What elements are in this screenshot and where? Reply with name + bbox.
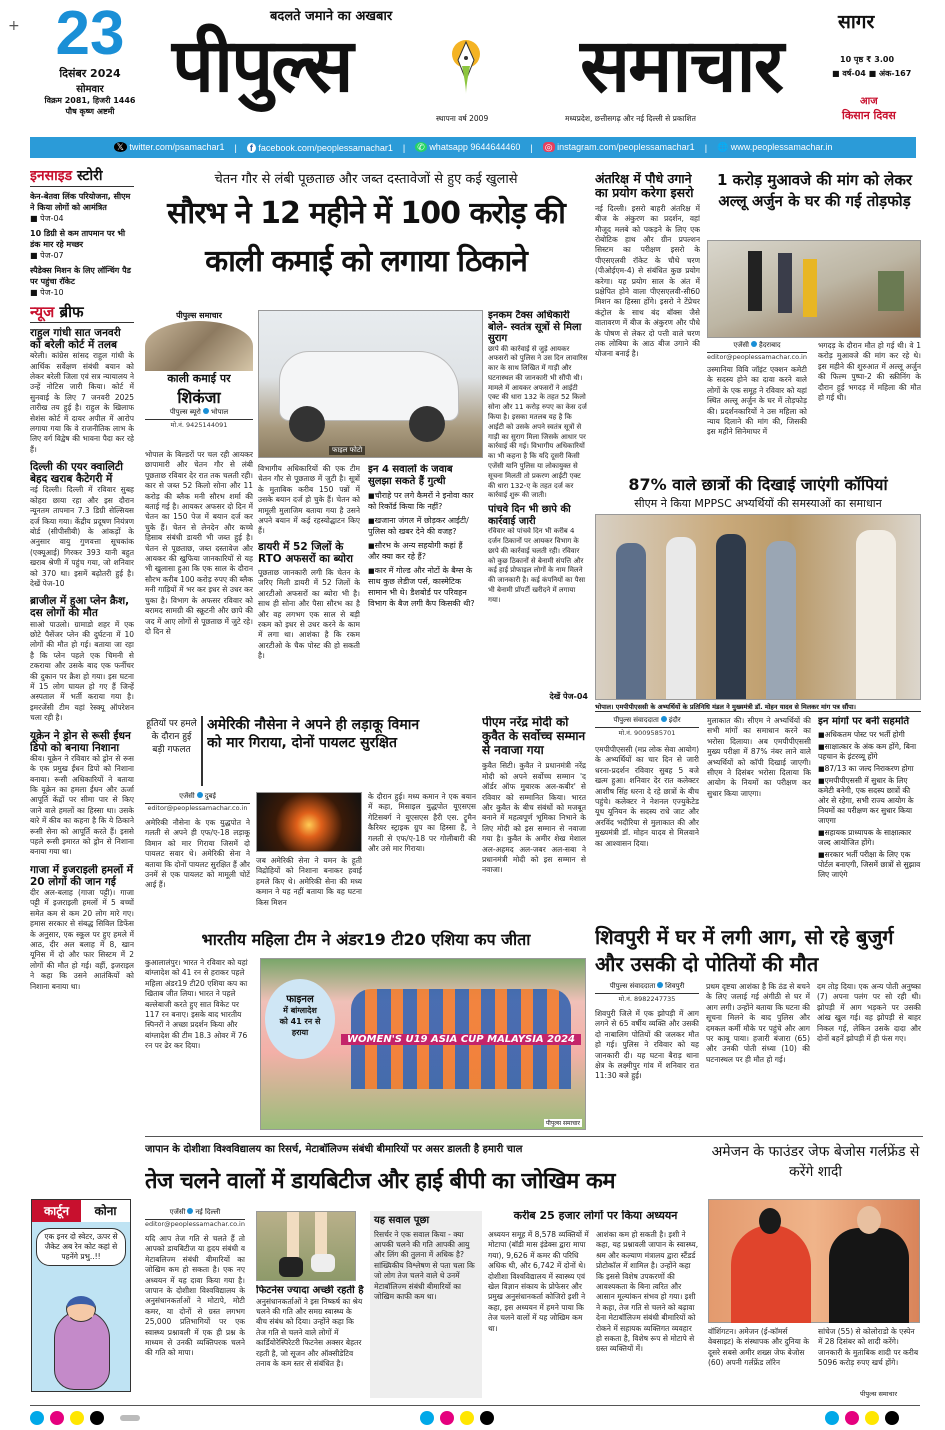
founded-year: स्थापना वर्ष 2009 [436, 114, 489, 123]
date-day: 23 [55, 0, 125, 68]
mppsc-caption: भोपाल। एमपीपीएससी के अभ्यर्थियों के प्रतिनिधि मंडल ने मुख्यमंत्री डॉ. मोहन यादव से मिलकर मांग पत्र सौंपा। [595, 702, 921, 712]
logo-title-right: समाचार [580, 23, 782, 109]
allu-body-1: उस्मानिया विवि जॉइंट एक्शन कमेटी के सदस्य होने का दावा करने वाले लोगों के एक समूह ने रविवार को यहां स्थित अल्लू अर्जुन के घर में तोड़फोड़ की। प्रदर्शनकारियों ने उस महिला को न्याय दिलाने की मांग की, जिसकी इस महीने सिनेमाघर में [707, 365, 807, 437]
fire-story [595, 924, 923, 1132]
cricket-banner: WOMEN'S U19 ASIA CUP MALAYSIA 2024 [341, 1034, 581, 1045]
walk-col-1: एजेंसी नई दिल्ली editor@peoplessamachar.co.in यदि आप तेज गति से चलते हैं तो आपको डायबिटीज या हृदय संबंधी व मेटाबलिज्म संबंधी बीमारियों का जोखिम कम हो सकता है। एक नए अध्ययन में यह दावा किया गया है। जापान के दोशीशा विश्वविद्यालय के अनुसंधानकर्ताओं ने मोटापे, मोटी कमर, या दोनों से ग्रस्त लगभग 25,000 प्रतिभागियों पर एक स्वास्थ्य प्रश्नावली में एक ही प्रश्न के माध्यम से उनकी व्यक्तिपरक चलने की गति को मापा। [145, 1208, 245, 1398]
mppsc-delegation-photo [595, 514, 921, 700]
whatsapp-icon: ✆ [417, 142, 425, 152]
demand-item: ■ सहायक प्राध्यापक के साक्षात्कार जल्द आयोजित होंगे। [818, 828, 922, 848]
question: ■ सौरभ के अन्य सहयोगी कहां हैं और क्या कर रहे हैं? [368, 540, 476, 562]
mppsc-body-2: मुलाकात की। सीएम ने अभ्यर्थियों की सभी मांगों का समाधान करने का भरोसा दिलाया। अब एमपीपीएससी मुख्य परीक्षा में 87% नंबर लाने वाले अभ्यर्थियों को कॉपी दिखाई जाएगी। सीएम ने दिसंबर भरोसा दिलाया कि आयोग के नियमों का परीक्षण कर सुधार किया जाएगा। [707, 716, 811, 798]
fitness-head: फिटनेस ज्यादा अच्छी रहती है [256, 1285, 364, 1296]
bezos-head: अमेजन के फाउंडर जेफ बेजोस गर्लफ्रेंड से करेंगे शादी [711, 1144, 920, 1180]
edition-name: सागर [838, 11, 875, 33]
twitter-link[interactable]: 𝕏 twitter.com/psamachar1 [114, 142, 225, 153]
registration-mark: + [8, 18, 20, 34]
navy-side-kicker: हूतियों पर हमले के दौरान हुई बड़ी गफलत [145, 716, 203, 786]
modi-story [482, 716, 586, 918]
income-tax-box [488, 310, 588, 702]
news-brief-title: न्यूज ब्रीफ [30, 302, 134, 323]
walk-head: तेज चलने वालों में डायबिटीज और हाई बीपी का जोखिम कम [145, 1169, 616, 1194]
demand-item: ■ सरकार भर्ती परीक्षा के लिए एक पोर्टल बनाएगी, जिसमें छात्रों से सुझाव लिए जाएंगे [818, 850, 922, 917]
instagram-icon: ◎ [544, 142, 553, 152]
weekday: सोमवार [76, 84, 104, 95]
it-body: छापे की कार्रवाई से जुड़े आयकर अफसरों को पुलिस ने उस दिन लावारिस कार के साथ लिखित में गाड़ी और घटनास्थल की जानकारी भी सौंपी थी। मामले में आयकर अफसरों ने आईटी एक्ट की धारा 132 के तहत 52 किलो सोना और 11 करोड़ रुपए का केस दर्ज किया है। इसका मतलब यह है कि आईटी को उसके अपने स्वतंत्र सूत्रों से गाड़ी का सुराग मिला जिसके आधार पर कार्रवाई की गई। विभागीय अधिकारियों का भी कहना है कि यदि दूसरी किसी एजेंसी यानि पुलिस या लोकायुक्त से सूचना मिलती तो प्रकरण आईटी एक्ट की धारा 132-ए के तहत दर्ज कर कार्रवाई शुरू की जाती। [488, 344, 588, 500]
cartoon-title: कार्टून [32, 1200, 81, 1222]
allu-byline: एजेंसी हैदराबाद [707, 341, 807, 353]
color-registration-bar [30, 1411, 140, 1425]
date-block [40, 2, 140, 117]
lead-col-1: भोपाल के बिल्डरों पर चल रही आयकर छापामारी और चेतन गौर से लंबी पूछताछ रविवार देर रात तक चलती रही। कार से जब्त 52 किलो सोना और 11 करोड़ की ब्लैक मनी सौरभ शर्मा की बताई गई है। आयकर अफसर दो दिन में चेतन का 150 पेज में बयान दर्ज कर चुके हैं। चेतन से लेनदेन और कच्चे हिसाब संबंधी डायरी भी जब्त हुई है। चेतन से पूछताछ, जब्त दस्तावेज और आयकर की खुफिया जानकारियों से यह भी खुलासा हुआ कि एक साल के दौरान सौरभ करीब 100 करोड़ रुपए की ब्लैक मनी गाड़ियों में भर कर इधर से उधर कर चुका है। विभाग के अफसर रविवार को बरामद सामग्री की स्क्रूटनी और छापे की जद में आए लोगों से पूछताछ में जुटे रहे। दो दिन से [145, 450, 253, 636]
walk-body-1: यदि आप तेज गति से चलते हैं तो आपको डायबिटीज या हृदय संबंधी व मेटाबलिज्म संबंधी बीमारियों का जोखिम कम हो सकता है। एक नए अध्ययन में यह दावा किया गया है। जापान के दोशीशा विश्वविद्यालय के अनुसंधानकर्ताओं ने मोटापे, मोटी कमर, या दोनों से ग्रस्त लगभग 25,000 प्रतिभागियों पर एक स्वास्थ्य प्रश्नावली में एक ही प्रश्न के माध्यम से उनकी व्यक्तिपरक चलने की गति को मापा। [145, 1234, 245, 1358]
lead-headline: सौरभ ने 12 महीने में 100 करोड़ की काली कमाई को लगाया ठिकाने [167, 196, 565, 279]
inside-item[interactable]: 10 डिग्री से कम तापमान पर भी डंक मार रहे मच्छर ■ पेज-07 [30, 229, 126, 260]
lead-badge [145, 310, 253, 429]
color-registration-bar-center [420, 1411, 494, 1425]
lead-phone: मो.नं. 9425144091 [170, 421, 228, 429]
pen-nib-logo-icon [444, 36, 488, 96]
brief-item: यूक्रेन ने ड्रोन से रूसी ईंधन डिपो को बनाया निशाना कीव। यूक्रेन ने रविवार को ड्रोन से रूस के एक प्रमुख ईंधन डिपो को निशाना बनाया। रूसी अधिकारियों ने बताया कि यूक्रेन का हमला ईंधन और ऊर्जा आपूर्ति केंद्रों पर सीमा पार से किए जाने वाले हमलों का हिस्सा था। उसके बारे में कीव का कहना है कि ये ठिकाने रूसी सेना को आपूर्ति करते हैं। इससे पहले रूसी इमारत को ड्रोन से निशाना बनाया गया था। [30, 729, 134, 857]
social-bar: 𝕏 twitter.com/psamachar1 | f facebook.com/peoplessamachar1 | ✆ whatsapp 9644644460 | ◎ instagram.com/peoplessamachar1 | 🌐 www.peoplessamachar.in [30, 137, 916, 158]
mppsc-phone: मो.नं. 9009585701 [618, 729, 676, 737]
cricket-team-photo [260, 958, 586, 1130]
inside-item[interactable]: केन-बेतवा लिंक परियोजना, सीएम ने किया लोगों को आमंत्रित ■ पेज-04 [30, 192, 131, 223]
tagline: बदलते जमाने का अखबार [270, 9, 393, 24]
demand-item: ■ अधिकतम पोस्ट पर भर्ती होगी [818, 730, 922, 740]
lead-col-2b: पूछताछ जानकारी लगी कि चेतन के जरिए मिली डायरी में 52 जिलों के आरटीओ अफसरों का ब्योरा भी है। साथ ही सोना और पैसा सौरभ का है और वह लगभग एक साल से बड़ी रकम को इधर से उधर करने के काम में लगा था। आशंका है कि रकम आरटीओ के चैक पोस्ट की हो सकती है। [258, 567, 360, 661]
question-body: रिसर्चर ने एक सवाल किया - क्या आपकी चलने की गति आपकी आयु और लिंग की तुलना में अधिक है? सांख्यिकीय विश्लेषण से पता चला कि जो लोग तेज चलने वाले थे उनमें मेटाबॉलिज्म संबंधी बीमारियों का जोखिम काफी कम था। [374, 1229, 475, 1301]
fitness-body: अनुसंधानकर्ताओं ने इस निष्कर्ष का श्रेय चलने की गति और समग्र स्वास्थ्य के बीच संबंध को दिया। उन्होंने कहा कि तेज गति से चलने वाले लोगों में कार्डियोरेस्पिरेटरी फिटनेस अक्सर बेहतर रहती है, जो सूजन और ऑक्सीडेटिव तनाव के कम स्तर से संबंधित है। [256, 1296, 363, 1368]
brief-item: दिल्ली की एयर क्वालिटी बेहद खराब कैटेगरी में नई दिल्ली। दिल्ली में रविवार सुबह कोहरा छाया रहा और इस दौरान न्यूनतम तापमान 7.3 डिग्री सेल्सियस दर्ज किया गया। केंद्रीय प्रदूषण नियंत्रण बोर्ड (सीपीसीबी) के आंकड़ों के अनुसार वायु गुणवत्ता सूचकांक (एक्यूआई) गिरकर 393 यानी बहुत खराब श्रेणी में पहुंच गया, जो शनिवार को 370 था। इसमें बढ़ोतरी हुई है। देखें पेज-10 [30, 461, 134, 588]
masthead-logo [172, 22, 782, 110]
isro-story [595, 172, 700, 470]
fire-body-2: प्रथम दृष्टया आशंका है कि ठंड से बचने के लिए जलाई गई अंगीठी से घर में आग लगी। उन्होंने बताया कि घटना की सूचना मिलने के बाद पुलिस और दमकल कर्मी मौके पर पहुंचे और आग पर काबू पाया। हजारी बंजारा (65) और उनकी पोती संध्या (10) की घटनास्थल पर ही मौत हो गई। [706, 982, 810, 1064]
lead-col-2-wrap [258, 464, 360, 700]
question: ■ कार में गोल्ड और नोटों के बैग्स के साथ कुछ लेडीज पर्स, कास्मेटिक सामान भी थे। डैशबोर्ड पर परिवहन विभाग के बैज लगी कैप किसकी थी? [368, 565, 476, 700]
fire-body-1: शिवपुरी जिले में एक झोपड़ी में आग लगने से 65 वर्षीय व्यक्ति और उसकी दो नाबालिग पोतियों की जलकर मौत हो गई। पुलिस ने रविवार को यह जानकारी दी। यह घटना बैराड़ थाना क्षेत्र के लक्ष्मीपुर गांव में शनिवार रात 11:30 बजे हुई। [595, 1009, 699, 1081]
allu-byline-box [707, 341, 807, 471]
lead-col-2: विभागीय अधिकारियों की एक टीम चेतन गौर से पूछताछ में जुटी है। सूत्रों के मुताबिक करीब 150 पन्नों में उसके बयान दर्ज हो चुके हैं। चेतन को मामूली मुलाजिम बताया गया है उसने अपने बयान में कई रहस्योद्घाटन किए हैं। [258, 464, 360, 536]
study-body-1: अध्ययन समूह में 8,578 व्यक्तियों में मोटापा (बॉडी मास इंडेक्स द्वारा मापा गया), 9,626 में कमर की परिधि अधिक थी, और 6,742 में दोनों थे। दोशीशा विश्वविद्यालय में स्वास्थ्य एवं खेल विज्ञान संकाय के प्रोफेसर और प्रमुख अनुसंधानकर्ता कोजिरो इशी ने कहा, इस अध्ययन में हमने पाया कि तेज चलने वालों में यह जोखिम कम था। [488, 1230, 589, 1333]
study-head: करीब 25 हजार लोगों पर किया अध्ययन [513, 1210, 678, 1222]
questions-box [368, 464, 476, 700]
rto-subhead: डायरी में 52 जिलों के RTO अफसरों का ब्योरा [258, 540, 354, 565]
navy-email[interactable]: editor@peoplessamachar.co.in [147, 804, 248, 812]
isro-body: नई दिल्ली। इसरो बाहरी अंतरिक्ष में बीज के अंकुरण का प्रदर्शन, वहां मौजूद मलबे को पकड़ने के लिए एक रोबोटिक हाथ और ग्रीन प्रपल्शन सिस्टम का परीक्षण इसरो के पीएसएलवी रॉकेट के चौथे चरण (पीओईएम-4) से संबंधित कुछ प्रयोग करेगा। यह प्रयोग साल के अंत में प्रक्षेपित होने वाला पीएसएलवी-सी60 मिशन का हिस्सा होंगे। इसरो ने टेंप्रेचर कंट्रोल के साथ बंद बॉक्स जैसे वातावरण में बीज के अंकुरण और पौधे के पोषण से लेकर दो पत्ती वाले चरण तक लोबिया के आठ बीज उगाने की योजना बनाई है। [595, 203, 700, 359]
cartoon-head [66, 1296, 96, 1322]
questions-head: इन 4 सवालों के जवाब सुलझा सकते हैं गुत्थी [368, 464, 453, 487]
navy-body-3: के दौरान हुई। मध्य कमान ने एक बयान में कहा, मिसाइल युद्धपोत यूएसएस गेटिसबर्ग ने यूएसएस हैरी एस. ट्रूमैन कैरियर स्ट्राइक ग्रुप का हिस्सा है, ने गलती से एफ/ए-18 पर गोलीबारी की और उसे मार गिराया। [368, 792, 476, 854]
logo-title-left: पीपुल्स [172, 23, 352, 109]
facebook-link[interactable]: f facebook.com/peoplessamachar1 [247, 143, 393, 153]
question-head: यह सवाल पूछा [374, 1215, 430, 1226]
gold-bars-photo [145, 321, 253, 371]
it-head: इनकम टैक्स अधिकारी बोले- स्वतंत्र सूत्रों से मिला सुराग [488, 310, 582, 344]
bezos-credit: पीपुल्स समाचार [860, 1390, 897, 1398]
allu-head: 1 करोड़ मुआवजे की मांग को लेकर अल्लू अर्जुन के घर की गई तोड़फोड़ [716, 171, 913, 210]
cricket-body: कुआलालंपुर। भारत ने रविवार को यहां बांग्लादेश को 41 रन से हराकर पहले महिला अंडर19 टी20 एशिया कप का खिताब जीत लिया। भारत ने पहले बल्लेबाजी करते हुए सात विकेट पर 117 रन बनाए। इसके बाद भारतीय स्पिनरों ने अच्छा प्रदर्शन किया और बांग्लादेश की टीम 18.3 ओवर में 76 रन पर ढेर कर दिया। [145, 958, 248, 1051]
fire-phone: मो.नं. 8982247735 [618, 995, 676, 1003]
demand-item: ■ साक्षात्कार के अंक कम होंगे, बिना पहचान के इंटरव्यू होंगे [818, 742, 922, 762]
badge-brand: पीपुल्स समाचार [176, 311, 222, 320]
isro-head: अंतरिक्ष में पौधे उगाने का प्रयोग करेगा इसरो [595, 172, 694, 201]
left-column [30, 166, 134, 1194]
walking-shoes-photo [256, 1211, 356, 1281]
question: ■ चौराहे पर लगे कैमरों ने इनोवा कार को रिकॉर्ड किया कि नहीं? [368, 490, 476, 512]
brief-item: राहुल गांधी सात जनवरी को बरेली कोर्ट में तलब बरेली। कांग्रेस सांसद राहुल गांधी के आर्थिक सर्वेक्षण संबंधी बयान को लेकर बरेली जिला एवं सत्र न्यायालय ने उन्हें नोटिस जारी किया। कोर्ट में सुनवाई के लिए 7 जनवरी 2025 तारीख तय हुई है। राहुल के खिलाफ सेशंस कोर्ट में दायर अपील में आरोप लगाया गया कि वे राजनीतिक लाभ के लिए वर्ग विद्वेष की भावना पैदा कर रहे हैं। [30, 327, 134, 454]
mppsc-sub: सीएम ने किया MPPSC अभ्यर्थियों की समस्याओं का समाधान [634, 497, 882, 511]
navy-headline: अमेरिकी नौसेना ने अपने ही लड़ाकू विमान को मार गिराया, दोनों पायलट सुरक्षित [207, 717, 420, 751]
modi-body: कुवैत सिटी। कुवैत ने प्रधानमंत्री नरेंद्र मोदी को अपने सर्वोच्च सम्मान 'द ऑर्डर ऑफ मुबारक अल-कबीर' से रविवार को सम्मानित किया। भारत और कुवैत के बीच संबंधों को मजबूत बनाने में महत्वपूर्ण भूमिका निभाने के लिए मोदी को इस सम्मान से नवाजा गया है। कुवैत के अमीर शेख मेशाल अल-अहमद अल-जबर अल-सबा ने प्रधानमंत्री मोदी को इस सम्मान से नवाजा। [482, 761, 586, 875]
publication-regions: मध्यप्रदेश, छत्तीसगढ़ और नई दिल्ली से प्रकाशित [565, 114, 696, 123]
demands-box [818, 716, 922, 916]
bezos-body-2: सांचेज (55) से कोलोराडो के एस्पेन में 28 दिसंबर को शादी करेंगे। जानकारी के मुताबिक शादी पर करीब 5096 करोड़ रुपए खर्च होंगे। [818, 1327, 919, 1368]
facebook-icon: f [247, 143, 256, 153]
see-page-link[interactable]: देखें पेज-04 [549, 692, 588, 701]
whatsapp-link[interactable]: ✆ whatsapp 9644644460 [417, 142, 521, 152]
fire-body-3: दम तोड़ दिया। एक अन्य पोती अनुष्का (7) अपना पलंग पर सो रही थी। झोपड़ी में आग भड़कने पर उसकी आंख खुल गई। वह झोपड़ी से बाहर निकल गई, लेकिन उसके दादा और दोनों बहनें झोपड़ी में ही फंस गए। [817, 982, 921, 1044]
demand-item: ■ 87/13 का जल्द निराकरण होगा [818, 764, 922, 774]
samvat: विक्रम 2081, हिजरी 1446 [44, 96, 136, 105]
badge-line-1: काली कमाई पर [167, 372, 231, 385]
year-issue: ■ वर्ष-04 ■ अंक-167 [832, 69, 912, 78]
lead-byline: पीपुल्स ब्यूरो भोपाल [145, 408, 253, 420]
brief-item: ब्राजील में हुआ प्लेन क्रैश, दस लोगों की मौत साओ पाउलो। ग्रामाडो शहर में एक छोटे पैसेंजर प्लेन की दुर्घटना में 10 लोगों की मौत हो गई। बताया जा रहा है कि प्लेन पहले एक चिमनी से टकराया और उसके बाद एक फर्नीचर की दुकान पर क्रैश हो गया। इस घटना में 15 लोग घायल हो गए हैं जिन्हें अस्पताल में भर्ती कराया गया है। इमरजेंसी टीम यहां रेस्क्यू ऑपरेशन चला रही है। [30, 595, 134, 723]
photo-caption: फाइल फोटो [329, 446, 365, 455]
navy-body-1: अमेरिकी नौसेना के एक युद्धपोत ने गलती से अपने ही एफ/ए-18 लड़ाकू विमान को मार गिराया जिसमें दो पायलट सवार थे। अमेरिकी सेना ने बताया कि दोनों पायलट सुरक्षित हैं और उनमें से एक पायलट को मामूली चोटें आई हैं। [145, 818, 250, 890]
navy-fire-photo [256, 792, 362, 852]
color-registration-bar-right [825, 1411, 899, 1425]
date-month: दिसंबर 2024 [59, 67, 121, 80]
question: ■ खजाना जंगल में छोड़कर आईटी/ पुलिस को खबर देने की वजह? [368, 515, 476, 537]
mppsc-col-1: पीपुल्स संवाददाता इंदौर मो.नं. 9009585701 एमपीपीएससी (मप्र लोक सेवा आयोग) के अभ्यर्थियों का चार दिन से जारी धरना-प्रदर्शन रविवार सुबह 5 बजे खत्म हुआ। शनिवार देर रात कलेक्टर आशीष सिंह धरना दे रहे छात्रों के बीच पहुंचे। कलेक्टर ने नेशनल एज्युकेटेड यूथ यूनियन के सदस्य राधे जाट और अरविंद भदौरिया से मुलाकात की और मुख्यमंत्री डॉ. मोहन यादव से मिलवाने का आश्वासन दिया। [595, 716, 699, 916]
final-badge: फाइनल में बांग्लादेश को 41 रन से हराया [265, 979, 335, 1059]
brief-item: गाजा में इजराइली हमलों में 20 लोगों की जान गई दीर अल-बलाह (गाजा पट्टी)। गाजा पट्टी में इजराइली हमलों में 5 बच्चों समेत कम से कम 20 लोग मारे गए। हमास सरकार से संबद्ध सिविल डिफेंस के अनुसार, एक स्कूल पर हुए हमले में आठ, दीर अल बलाह में 8, खान यूनिस में दो और फार सिस्टम में 2 लोगों की मौत हो गई। वहीं, इजराइल ने कहा कि उसने आतंकियों को निशाना बनाया था। [30, 863, 134, 991]
instagram-link[interactable]: ◎ instagram.com/peoplessamachar1 [544, 142, 695, 152]
mppsc-head: 87% वाले छात्रों की दिखाई जाएंगी कॉपियां [628, 476, 888, 494]
today-event: किसान दिवस [842, 109, 896, 122]
demand-item: ■ एमपीपीएससी में सुधार के लिए कमेटी बनेगी, एक सदस्य छात्रों की ओर से रहेगा, सभी राज्य आयोग के नियमों का परीक्षण कर सुधार किया जाएगा [818, 776, 922, 826]
fire-col-1: पीपुल्स संवाददाता शिवपुरी मो.नं. 8982247735 शिवपुरी जिले में एक झोपड़ी में आग लगने से 65 वर्षीय व्यक्ति और उसकी दो नाबालिग पोतियों की जलकर मौत हो गई। पुलिस ने रविवार को यह जानकारी दी। यह घटना बैराड़ थाना क्षेत्र के लक्ष्मीपुर गांव में शनिवार रात 11:30 बजे हुई। [595, 982, 699, 1132]
navy-byline-box: एजेंसी दुबई editor@peoplessamachar.co.in अमेरिकी नौसेना के एक युद्धपोत ने गलती से अपने ही एफ/ए-18 लड़ाकू विमान को मार गिराया जिसमें दो पायलट सवार थे। अमेरिकी सेना ने बताया कि दोनों पायलट सुरक्षित हैं और उनमें से एक पायलट को मामूली चोटें आई हैं। [145, 792, 250, 918]
question-box [370, 1211, 482, 1398]
day5-head: पांचवे दिन भी छापे की कार्रवाई जारी [488, 504, 571, 527]
today-label: आज [860, 96, 878, 107]
walk-email[interactable]: editor@peoplessamachar.co.in [145, 1220, 245, 1228]
innova-car-photo [258, 310, 483, 458]
bottom-rule [30, 1405, 920, 1406]
inside-story-title: इनसाइड स्टोरी [30, 166, 134, 187]
lead-kicker: चेतन गौर से लंबी पूछताछ और जब्त दस्तावेजों से हुए कई खुलासे [214, 172, 518, 187]
cartoon-figure [54, 1310, 110, 1390]
modi-head: पीएम नरेंद्र मोदी को कुवैत के सर्वोच्च सम्मान से नवाजा गया [482, 716, 586, 757]
mppsc-top [595, 476, 921, 712]
fire-head: शिवपुरी में घर में लगी आग, सो रहे बुजुर्ग और उसकी दो पोतियों की मौत [595, 925, 894, 976]
cartoon-speech-bubble: एक इनर दो स्वेटर, ऊपर से जैकेट अब रेन कोट कहां से पहनेंगे प्रभु..!! [36, 1228, 126, 1266]
pages-price: 10 पृष्ठ ₹ 3.00 [840, 55, 895, 64]
allu-body-2: भगदड़ के दौरान मौत हो गई थी। वे 1 करोड़ मुआवजे की मांग कर रहे थे। इस महीने की शुरुआत में अल्लू अर्जुन की फिल्म पुष्पा-2 की स्क्रीनिंग के दौरान हुई भगदड़ में महिला की मौत हो गई थी। [818, 341, 921, 403]
allu-email[interactable]: editor@peoplessamachar.co.in [707, 353, 807, 361]
walk-kicker: जापान के दोशीशा विश्वविद्यालय का रिसर्च, मेटाबॉलिज्म संबंधी बीमारियों पर असर डालती है हमारी चाल [145, 1144, 523, 1155]
globe-icon: 🌐 [717, 142, 729, 152]
tithi: पौष कृष्ण अष्टमी [65, 107, 115, 116]
section-divider [145, 1136, 923, 1137]
day5-body: रविवार को पांचवे दिन भी करीब 4 दर्जन ठिकानों पर आयकर विभाग के छापे की कार्रवाई चलती रही। रविवार को कुछ ठिकानों से बेनामी संपत्ति और कई हाई प्रोफाइल लोगों के नाम मिलने की जानकारी है। कई कंपनियों का पैसा भी बेनामी प्रॉपर्टी खरीदने में लगाया गया। [488, 527, 586, 604]
cartoon-title-b: कोना [81, 1200, 130, 1222]
lead-top [145, 170, 587, 306]
cricket-credit: पीपुल्स समाचार [545, 1120, 580, 1127]
badge-line-2: शिकंजा [177, 388, 221, 407]
bezos-couple-photo [708, 1199, 920, 1323]
study-body-2: आशंका कम हो सकती है। इशी ने कहा, यह प्रश्नावली जापान के स्वास्थ्य, श्रम और कल्याण मंत्रालय द्वारा स्टैंडर्ड प्रोटोकॉल में शामिल है। उन्होंने कहा कि इससे विशेष उपकरणों की आवश्यकता के बिना त्वरित और आसान मूल्यांकन संभव हो गया। इशी ने कहा, तेज गति से चलने को बढ़ावा देना मेटाबॉलिज्म संबंधी बीमारियों को रोकने में सहायक व्यक्तिगत व्यवहार हो सकता है, विशेष रूप से मोटापे से ग्रस्त व्यक्तियों में। [596, 1230, 699, 1354]
cricket-head: भारतीय महिला टीम ने अंडर19 टी20 एशिया कप जीता [201, 930, 531, 949]
demands-head: इन मांगों पर बनी सहमति [818, 716, 910, 727]
fitness-box [256, 1285, 364, 1398]
website-link[interactable]: 🌐 www.peoplessamachar.in [717, 142, 833, 152]
navy-body-2: जब अमेरिकी सेना ने यमन के हूती विद्रोहियों को निशाना बनाकर हवाई हमले किए थे। अमेरिकी सेना की मध्य कमान ने यह नहीं बताया कि वह घटना किस मिशन [256, 856, 362, 907]
allu-house-photo [707, 240, 921, 338]
mppsc-body-1: एमपीपीएससी (मप्र लोक सेवा आयोग) के अभ्यर्थियों का चार दिन से जारी धरना-प्रदर्शन रविवार सुबह 5 बजे खत्म हुआ। शनिवार देर रात कलेक्टर आशीष सिंह धरना दे रहे छात्रों के बीच पहुंचे। कलेक्टर ने नेशनल एज्युकेटेड यूथ यूनियन के सदस्य राधे जाट और अरविंद भदौरिया से मुलाकात की और मुख्यमंत्री डॉ. मोहन यादव से मिलवाने का आश्वासन दिया। [595, 745, 699, 848]
inside-item[interactable]: स्पैडेक्स मिशन के लिए लॉन्चिंग पैड पर पहुंचा रॉकेट ■ पेज-10 [30, 266, 131, 297]
cartoon-box [31, 1199, 131, 1392]
bezos-body-1: वॉशिंगटन। अमेजन (ई-कॉमर्स वेबसाइट) के संस्थापक और दुनिया के दूसरे सबसे अमीर शख्स जेफ बेजोस (60) अपनी गर्लफ्रेंड लॉरेन [708, 1327, 810, 1368]
x-icon: 𝕏 [114, 142, 127, 152]
